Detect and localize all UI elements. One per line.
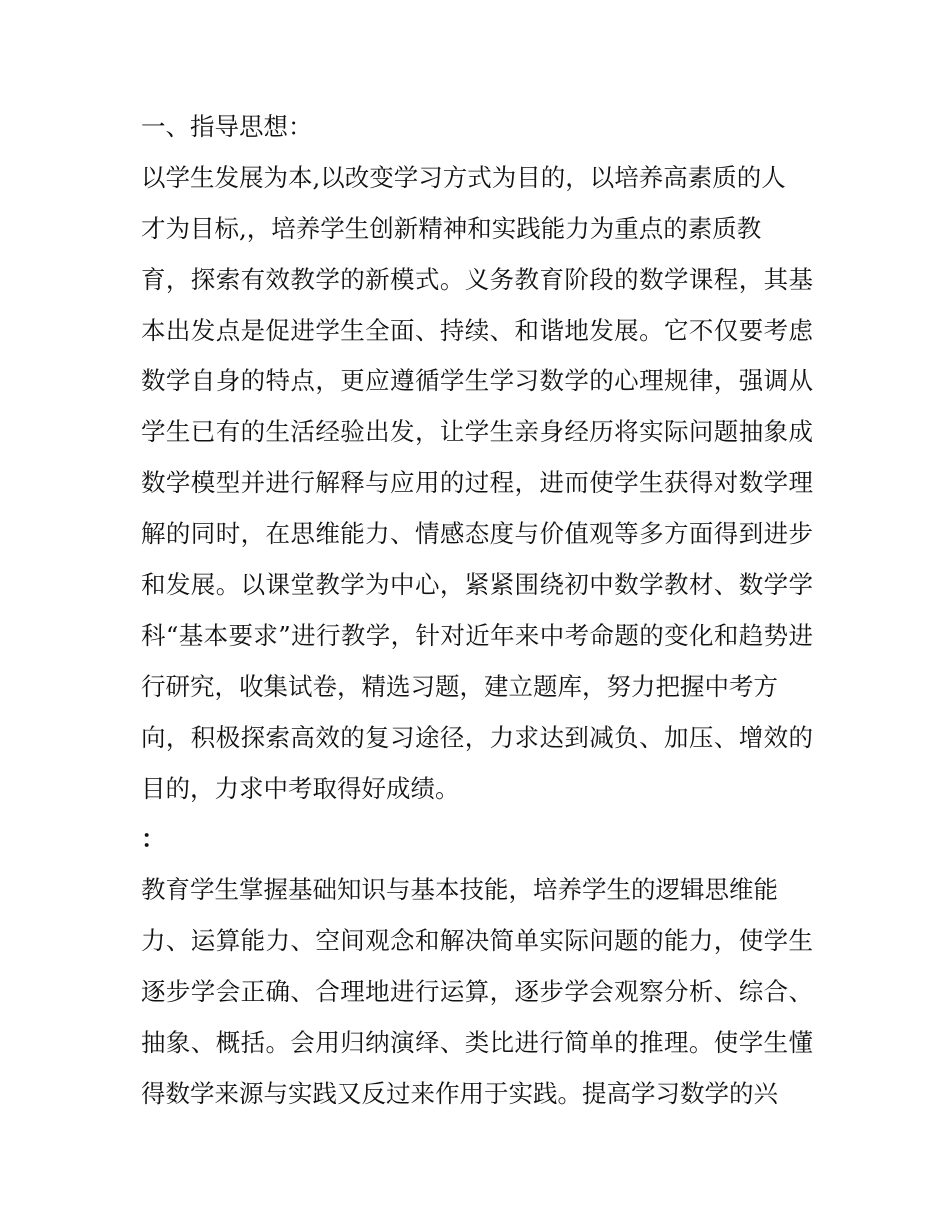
paragraph-line: 逐步学会正确、合理地进行运算，逐步学会观察分析、综合、 [141, 977, 813, 1007]
paragraph-line: 学生已有的生活经验出发，让学生亲身经历将实际问题抽象成 [141, 417, 813, 447]
paragraph-teaching-goals [141, 865, 813, 1119]
paragraph-line: 解的同时，在思维能力、情感态度与价值观等多方面得到进步 [141, 519, 813, 549]
document-body [141, 102, 813, 1120]
paragraph-line: 数学自身的特点，更应遵循学生学习数学的心理规律，强调从 [141, 366, 813, 396]
paragraph-line: 得数学来源与实践又反过来作用于实践。提高学习数学的兴 [141, 1078, 778, 1108]
paragraph-guiding-ideology [141, 153, 813, 815]
section-heading-colon: ： [141, 824, 166, 854]
paragraph-line: 目的，力求中考取得好成绩。 [141, 773, 460, 803]
paragraph-line: 抽象、概括。会用归纳演绎、类比进行简单的推理。使学生懂 [141, 1028, 813, 1058]
paragraph-line: 和发展。以课堂教学为中心，紧紧围绕初中数学教材、数学学 [141, 570, 813, 600]
paragraph-line: 本出发点是促进学生全面、持续、和谐地发展。它不仅要考虑 [141, 315, 813, 345]
paragraph-line: 数学模型并进行解释与应用的过程，进而使学生获得对数学理 [141, 468, 813, 498]
paragraph-line: 行研究，收集试卷，精选习题，建立题库，努力把握中考方 [141, 671, 778, 701]
paragraph-line: 才为目标,，培养学生创新精神和实践能力为重点的素质教 [141, 213, 762, 243]
paragraph-line: 科“基本要求”进行教学，针对近年来中考命题的变化和趋势进 [141, 620, 813, 650]
section-heading-guiding-ideology: 一、指导思想： [141, 112, 313, 141]
paragraph-line: 以学生发展为本,以改变学习方式为目的，以培养高素质的人 [141, 162, 786, 192]
paragraph-line: 向，积极探索高效的复习途径，力求达到减负、加压、增效的 [141, 722, 813, 752]
paragraph-line: 力、运算能力、空间观念和解决简单实际问题的能力，使学生 [141, 926, 813, 956]
paragraph-line: 育，探索有效教学的新模式。义务教育阶段的数学课程，其基 [141, 264, 813, 294]
paragraph-line: 教育学生掌握基础知识与基本技能，培养学生的逻辑思维能 [141, 875, 778, 905]
